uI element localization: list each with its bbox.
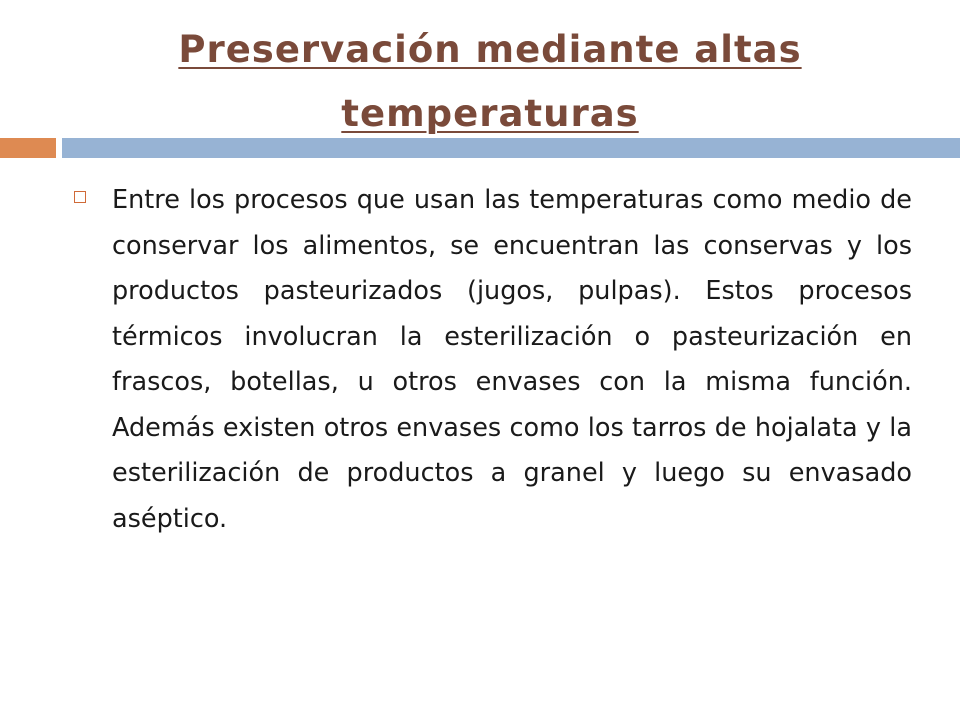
slide-title-line-2: temperaturas <box>341 92 639 135</box>
slide-title <box>60 18 920 146</box>
square-outline-bullet-icon <box>74 191 86 203</box>
slide-content <box>70 178 912 542</box>
accent-bar-right <box>62 138 960 158</box>
accent-bar-left <box>0 138 56 158</box>
bullet-item <box>70 178 912 542</box>
bullet-text: Entre los procesos que usan las temperaturas como medio de conservar los alimentos, se encuentran las conservas y los productos pasteurizados (jugos, pulpas). Estos procesos térmicos involucran la esterilización o pasteurización en frascos, botellas, u otros envases con la misma función. Además existen otros envases como los tarros de hojalata y la esterilización de productos a granel y luego su envasado aséptico. <box>112 185 912 534</box>
slide-title-line-1: Preservación mediante altas <box>178 28 802 71</box>
